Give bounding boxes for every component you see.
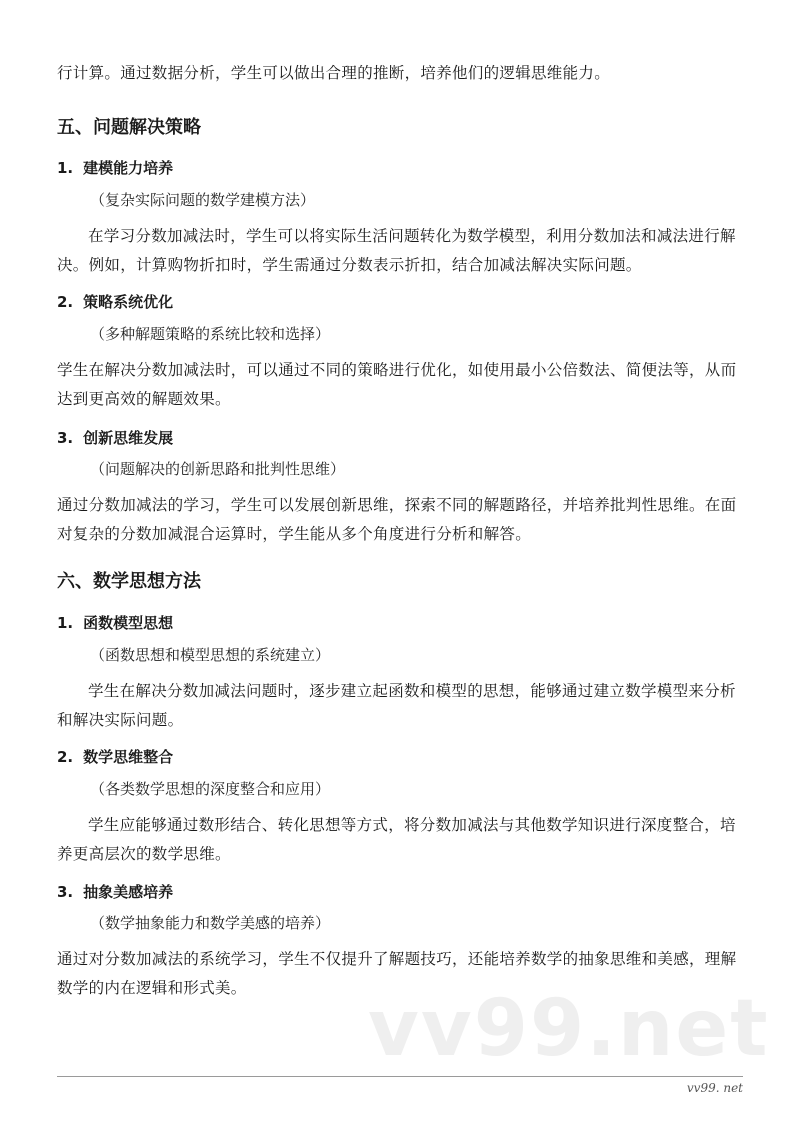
note-6-2: （各类数学思想的深度整合和应用） — [90, 780, 331, 798]
note-5-2: （多种解题策略的系统比较和选择） — [90, 325, 331, 343]
subheading-title: 数学思维整合 — [83, 748, 174, 766]
subheading-number: 3. — [57, 429, 74, 447]
subheading-number: 1. — [57, 159, 74, 177]
paragraph-5-1: 在学习分数加减法时，学生可以将实际生活问题转化为数学模型，利用分数加法和减法进行解决。例如，计算购物折扣时，学生需通过分数表示折扣，结合加减法解决实际问题。 — [57, 227, 736, 274]
note-6-3: （数学抽象能力和数学美感的培养） — [90, 914, 331, 932]
subheading-title: 策略系统优化 — [83, 293, 174, 311]
note-6-1: （函数思想和模型思想的系统建立） — [90, 646, 331, 664]
watermark: vv99.net — [368, 984, 770, 1074]
note-5-1: （复杂实际问题的数学建模方法） — [90, 191, 316, 209]
subheading-6-2 — [57, 746, 173, 767]
paragraph-6-3: 通过对分数加减法的系统学习，学生不仅提升了解题技巧，还能培养数学的抽象思维和美感，理解数学的内在逻辑和形式美。 — [57, 950, 737, 997]
subheading-number: 2. — [57, 293, 74, 311]
subheading-6-1 — [57, 612, 173, 633]
paragraph-6-1: 学生在解决分数加减法问题时，逐步建立起函数和模型的思想，能够通过建立数学模型来分析和解决实际问题。 — [57, 682, 736, 729]
subheading-number: 1. — [57, 614, 74, 632]
paragraph-5-2: 学生在解决分数加减法时，可以通过不同的策略进行优化，如使用最小公倍数法、简便法等，从而达到更高效的解题效果。 — [57, 361, 737, 408]
subheading-number: 2. — [57, 748, 74, 766]
subheading-number: 3. — [57, 883, 74, 901]
note-5-3: （问题解决的创新思路和批判性思维） — [90, 460, 346, 478]
subheading-title: 函数模型思想 — [83, 614, 174, 632]
footer-site-label: vv99. net — [686, 1081, 743, 1095]
paragraph-6-2: 学生应能够通过数形结合、转化思想等方式，将分数加减法与其他数学知识进行深度整合，培养更高层次的数学思维。 — [57, 816, 736, 863]
footer-divider — [57, 1076, 743, 1077]
subheading-title: 抽象美感培养 — [83, 883, 174, 901]
section-heading-6: 六、数学思想方法 — [57, 571, 201, 592]
subheading-5-3 — [57, 427, 173, 448]
subheading-title: 创新思维发展 — [83, 429, 174, 447]
subheading-title: 建模能力培养 — [83, 159, 174, 177]
subheading-6-3 — [57, 881, 173, 902]
intro-paragraph: 行计算。通过数据分析，学生可以做出合理的推断，培养他们的逻辑思维能力。 — [57, 64, 611, 82]
section-heading-5: 五、问题解决策略 — [57, 117, 201, 138]
subheading-5-1 — [57, 157, 173, 178]
paragraph-5-3: 通过分数加减法的学习，学生可以发展创新思维，探索不同的解题路径，并培养批判性思维。在面对复杂的分数加减混合运算时，学生能从多个角度进行分析和解答。 — [57, 496, 737, 543]
subheading-5-2 — [57, 291, 173, 312]
